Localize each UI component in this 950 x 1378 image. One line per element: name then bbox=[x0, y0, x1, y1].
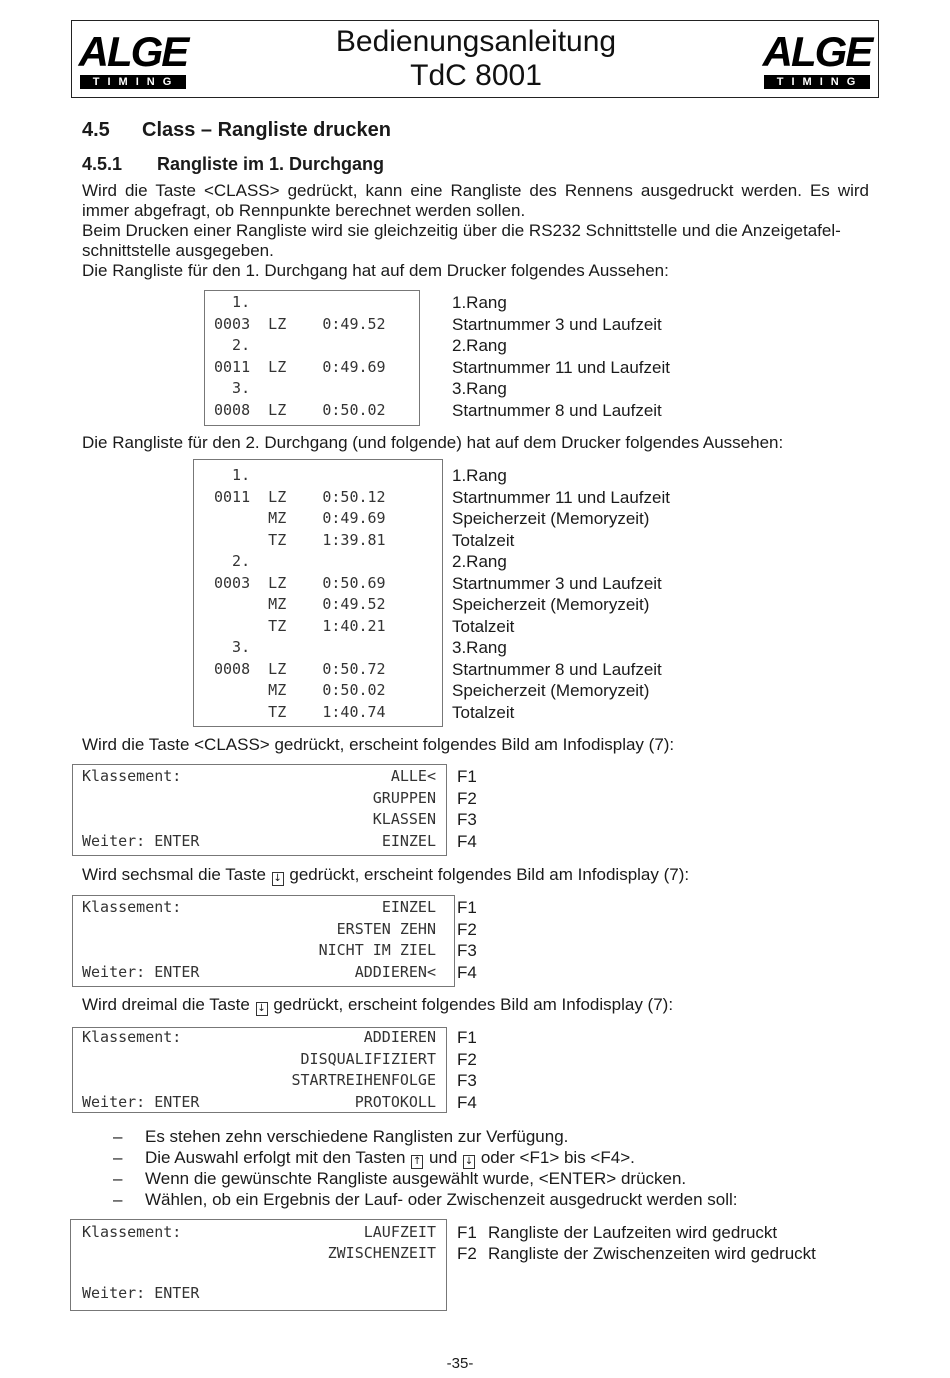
display-left-text: Klassement: bbox=[82, 767, 182, 785]
arrow-down-key-icon: ↓ bbox=[273, 873, 282, 884]
text: gedrückt, erscheint folgendes Bild am Infodisplay (7): bbox=[289, 865, 690, 884]
display-menu-option: LAUFZEIT bbox=[363, 1223, 436, 1241]
intro-line: Die Rangliste für den 1. Durchgang hat auf dem Drucker folgendes Aussehen: bbox=[82, 261, 669, 280]
subsection-heading bbox=[82, 154, 385, 175]
printout-description: 3.Rang bbox=[452, 638, 507, 657]
printout-description: Startnummer 3 und Laufzeit bbox=[452, 573, 662, 593]
display-left-text: Weiter: ENTER bbox=[82, 1284, 200, 1302]
display-menu-option: KLASSEN bbox=[372, 810, 436, 828]
intro-line: immer abgefragt, ob Rennpunkte berechnet werden sollen. bbox=[82, 201, 526, 220]
page-number: -35- bbox=[446, 1355, 474, 1372]
printout-description: 1.Rang bbox=[452, 466, 507, 485]
display-left-text: Klassement: bbox=[82, 1028, 182, 1046]
function-key-label: F1 bbox=[457, 767, 477, 786]
paragraph-three-times bbox=[82, 995, 673, 1016]
subsection-number: 4.5.1 bbox=[82, 154, 123, 174]
printout-code: 0003 LZ 0:49.52 bbox=[214, 314, 386, 333]
bullet-dash: – bbox=[113, 1190, 123, 1209]
printout-code: 0011 LZ 0:49.69 bbox=[214, 357, 386, 376]
printout-code: 0011 LZ 0:50.12 bbox=[214, 487, 386, 506]
bullet-item bbox=[113, 1148, 873, 1169]
printout-description: Speicherzeit (Memoryzeit) bbox=[452, 509, 650, 528]
display-menu-option: ERSTEN ZEHN bbox=[336, 919, 436, 938]
logo-word: ALGE bbox=[762, 28, 872, 75]
printout-code: 1. bbox=[214, 293, 251, 311]
display-left-text: Weiter: ENTER bbox=[82, 1092, 200, 1111]
subsection-title: Rangliste im 1. Durchgang bbox=[157, 154, 385, 174]
intro-paragraph bbox=[82, 181, 869, 281]
printout-description: Totalzeit bbox=[452, 702, 515, 722]
logo-word: ALGE bbox=[78, 28, 188, 75]
text: Wird sechsmal die Taste bbox=[82, 865, 266, 884]
display-left-text: Klassement: bbox=[82, 1223, 182, 1241]
bullet-item bbox=[113, 1169, 873, 1190]
printout-description: Speicherzeit (Memoryzeit) bbox=[452, 595, 650, 614]
bullet-item bbox=[113, 1190, 873, 1211]
printout-description: Totalzeit bbox=[452, 616, 515, 636]
bullet-dash: – bbox=[113, 1148, 123, 1167]
function-key-label: F2 bbox=[457, 1049, 477, 1069]
document-title bbox=[222, 25, 730, 93]
function-key-label: F3 bbox=[457, 810, 477, 829]
display-menu-option: DISQUALIFIZIERT bbox=[300, 1049, 436, 1068]
bullet-text: Wählen, ob ein Ergebnis der Lauf- oder Zwischenzeit ausgedruckt werden soll: bbox=[145, 1190, 738, 1209]
function-key-label: F1 bbox=[457, 898, 477, 917]
printout-description: Startnummer 8 und Laufzeit bbox=[452, 659, 662, 679]
printout-code: 0003 LZ 0:50.69 bbox=[214, 573, 386, 592]
display-menu-option: GRUPPEN bbox=[372, 788, 436, 807]
function-key-label: F4 bbox=[457, 962, 477, 982]
intro-line: Wird die Taste <CLASS> gedrückt, kann eine Rangliste des Rennens ausgedruckt werden. Es wird bbox=[82, 181, 869, 200]
display-menu-option: ZWISCHENZEIT bbox=[327, 1244, 436, 1262]
printout-code: 0008 LZ 0:50.72 bbox=[214, 659, 386, 678]
printout-description: 2.Rang bbox=[452, 552, 507, 571]
section-heading bbox=[82, 119, 391, 142]
display-left-text: Klassement: bbox=[82, 898, 182, 916]
text: gedrückt, erscheint folgendes Bild am Infodisplay (7): bbox=[273, 995, 674, 1014]
bullet-text: Es stehen zehn verschiedene Ranglisten zur Verfügung. bbox=[145, 1127, 569, 1146]
printout-description: Startnummer 3 und Laufzeit bbox=[452, 314, 662, 334]
paragraph-six-times bbox=[82, 865, 689, 886]
display-menu-option: EINZEL bbox=[381, 831, 436, 850]
paragraph-class-display: Wird die Taste <CLASS> gedrückt, erscheint folgendes Bild am Infodisplay (7): bbox=[82, 735, 675, 754]
printout-code: MZ 0:50.02 bbox=[214, 681, 386, 699]
printout-code: 0008 LZ 0:50.02 bbox=[214, 400, 386, 419]
printout-description: Startnummer 11 und Laufzeit bbox=[452, 357, 670, 377]
page-header bbox=[71, 20, 879, 98]
display-menu-option: ADDIEREN< bbox=[354, 962, 436, 981]
function-key-description: Rangliste der Laufzeiten wird gedruckt bbox=[488, 1223, 778, 1242]
title-line-1: Bedienungsanleitung bbox=[335, 25, 617, 58]
printout-code: TZ 1:39.81 bbox=[214, 530, 386, 549]
arrow-down-key-icon: ↓ bbox=[257, 1003, 266, 1014]
function-key-label: F4 bbox=[457, 1092, 477, 1112]
display-left-text: Weiter: ENTER bbox=[82, 962, 200, 981]
display-menu-option: EINZEL bbox=[381, 898, 436, 916]
printout-code: TZ 1:40.74 bbox=[214, 702, 386, 721]
title-line-2: TdC 8001 bbox=[410, 59, 542, 92]
printout-code: 2. bbox=[214, 336, 251, 354]
logo-subtitle: TIMING bbox=[764, 75, 870, 89]
paragraph-run2-intro: Die Rangliste für den 2. Durchgang (und folgende) hat auf dem Drucker folgendes Aussehen: bbox=[82, 433, 784, 452]
printout-description: Startnummer 8 und Laufzeit bbox=[452, 400, 662, 420]
intro-line: Beim Drucken einer Rangliste wird sie gleichzeitig über die RS232 Schnittstelle und die Anzeigetafel- bbox=[82, 221, 841, 240]
printout-code: 1. bbox=[214, 466, 251, 484]
function-key-label: F3 bbox=[457, 941, 477, 960]
display-menu-option: PROTOKOLL bbox=[354, 1092, 436, 1111]
intro-line: schnittstelle ausgegeben. bbox=[82, 241, 274, 260]
alge-logo-right bbox=[762, 30, 872, 90]
printout-code: 2. bbox=[214, 552, 251, 570]
bullet-text bbox=[145, 1148, 635, 1169]
bullet-list bbox=[113, 1127, 873, 1211]
printout-code: TZ 1:40.21 bbox=[214, 616, 386, 635]
text: Wird dreimal die Taste bbox=[82, 995, 250, 1014]
display-menu-option: ADDIEREN bbox=[363, 1028, 436, 1046]
function-key-description: Rangliste der Zwischenzeiten wird gedruckt bbox=[488, 1244, 816, 1263]
printout-code: 3. bbox=[214, 638, 251, 656]
display-menu-option: STARTREIHENFOLGE bbox=[291, 1071, 436, 1089]
function-key-label: F2 bbox=[457, 1244, 477, 1263]
logo-subtitle: TIMING bbox=[80, 75, 186, 89]
printout-code: MZ 0:49.52 bbox=[214, 595, 386, 613]
printout-code: MZ 0:49.69 bbox=[214, 509, 386, 527]
text: und bbox=[428, 1148, 458, 1167]
bullet-text: Wenn die gewünschte Rangliste ausgewählt wurde, <ENTER> drücken. bbox=[145, 1169, 687, 1188]
alge-logo-left bbox=[78, 30, 188, 90]
function-key-label: F2 bbox=[457, 919, 477, 939]
printout-description: Speicherzeit (Memoryzeit) bbox=[452, 681, 650, 700]
bullet-item bbox=[113, 1127, 873, 1148]
function-key-label: F4 bbox=[457, 831, 477, 851]
printout-description: Totalzeit bbox=[452, 530, 515, 550]
display-menu-option: NICHT IM ZIEL bbox=[318, 941, 436, 959]
function-key-label: F2 bbox=[457, 788, 477, 808]
printout-description: 1.Rang bbox=[452, 293, 507, 312]
bullet-dash: – bbox=[113, 1127, 123, 1146]
text: oder <F1> bis <F4>. bbox=[480, 1148, 635, 1167]
printout-description: 2.Rang bbox=[452, 336, 507, 355]
arrow-up-key-icon: ↑ bbox=[413, 1156, 422, 1167]
function-key-label: F1 bbox=[457, 1223, 477, 1242]
function-key-label: F1 bbox=[457, 1028, 477, 1047]
printout-description: Startnummer 11 und Laufzeit bbox=[452, 487, 670, 507]
display-menu-option bbox=[82, 1283, 436, 1304]
printout-description: 3.Rang bbox=[452, 379, 507, 398]
printout-code: 3. bbox=[214, 379, 251, 397]
section-number: 4.5 bbox=[82, 119, 110, 141]
section-title: Class – Rangliste drucken bbox=[142, 119, 391, 141]
function-key-label: F3 bbox=[457, 1071, 477, 1090]
text: Die Auswahl erfolgt mit den Tasten bbox=[145, 1148, 406, 1167]
display-left-text: Weiter: ENTER bbox=[82, 831, 200, 850]
display-menu-option: ALLE< bbox=[390, 767, 436, 785]
bullet-dash: – bbox=[113, 1169, 123, 1188]
arrow-down-key-icon: ↓ bbox=[464, 1156, 474, 1167]
